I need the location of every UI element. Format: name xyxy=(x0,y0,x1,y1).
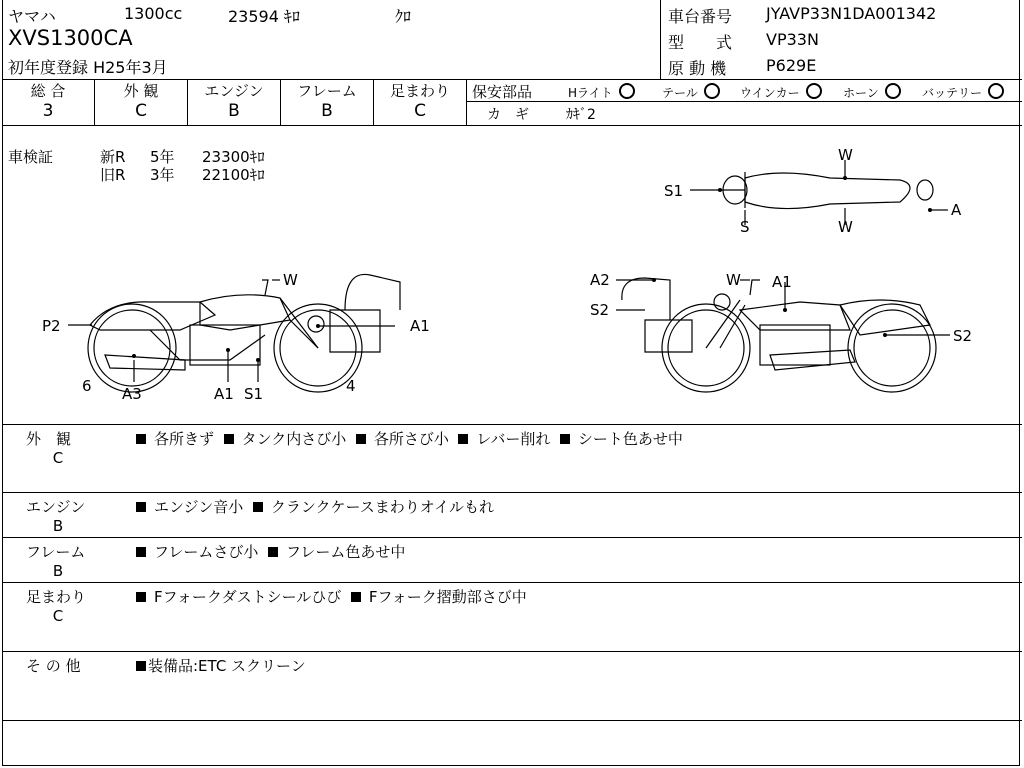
left-side-bike-illustration xyxy=(88,274,400,392)
note-item: レバー削れ xyxy=(476,430,551,448)
model-type: VP33N xyxy=(766,30,819,49)
key-value: ｶｷﾞ2 xyxy=(566,107,596,123)
note-item: シート色あせ中 xyxy=(577,430,683,448)
grade-value-overall: 3 xyxy=(42,101,54,121)
grid-line xyxy=(2,424,1022,425)
diagram-label: 4 xyxy=(346,377,356,395)
first-registration: 初年度登録 H25年3月 xyxy=(8,58,168,77)
bullet-square-icon xyxy=(356,434,366,444)
safety-item-headlight xyxy=(568,83,635,101)
engine-no: P629E xyxy=(766,56,817,75)
grid-line xyxy=(466,101,1022,102)
note-item: Fフォーク摺動部さび中 xyxy=(368,588,527,606)
inspection-km: 23300ｷﾛ xyxy=(202,148,265,166)
ok-circle-icon xyxy=(806,83,822,99)
section-label-engine: エンジン xyxy=(26,498,86,516)
safety-item-horn xyxy=(843,83,901,101)
diagram-label: S xyxy=(740,218,750,236)
grid-line xyxy=(466,79,467,125)
displacement: 1300cc xyxy=(124,4,183,23)
bullet-square-icon xyxy=(136,502,146,512)
bullet-square-icon xyxy=(136,661,146,671)
section-label-other: そ の 他 xyxy=(26,657,81,675)
inspection-type: 新R xyxy=(100,148,126,166)
diagram-label: A1 xyxy=(772,273,792,291)
safety-item-label: ウインカー xyxy=(740,86,800,100)
note-item: 装備品:ETC スクリーン xyxy=(148,657,306,675)
model-name: XVS1300CA xyxy=(8,26,133,50)
mileage: 23594 ｷﾛ xyxy=(228,7,300,26)
section-label-exterior: 外 観 xyxy=(26,430,72,448)
diagram-label: A1 xyxy=(214,385,234,403)
section-notes-frame xyxy=(136,541,405,562)
grid-line xyxy=(2,582,1022,583)
diagram-label: 6 xyxy=(82,377,92,395)
section-notes-engine xyxy=(136,496,494,517)
note-item: タンク内さび小 xyxy=(241,430,347,448)
grid-line xyxy=(2,537,1022,538)
color: ｸﾛ xyxy=(395,7,412,26)
section-grade-frame: B xyxy=(52,562,64,580)
bullet-square-icon xyxy=(560,434,570,444)
frame-no: JYAVP33N1DA001342 xyxy=(766,4,937,23)
section-grade-engine: B xyxy=(52,517,64,535)
ok-circle-icon xyxy=(619,83,635,99)
grade-label-suspension: 足まわり xyxy=(389,82,450,100)
diagram-label: W xyxy=(283,271,298,289)
diagram-label: W xyxy=(838,146,853,164)
diagram-label: A3 xyxy=(122,385,142,403)
diagram-label: S1 xyxy=(664,182,684,200)
header-divider xyxy=(660,0,661,79)
model-type-label: 型 式 xyxy=(668,33,733,52)
diagram-label: W xyxy=(838,218,853,236)
diagram-label: S2 xyxy=(953,327,973,345)
section-grade-exterior: C xyxy=(52,449,64,467)
bullet-square-icon xyxy=(458,434,468,444)
safety-item-label: Hライト xyxy=(568,86,613,100)
section-notes-exterior xyxy=(136,428,683,449)
grid-line xyxy=(2,125,1022,126)
note-item: 各所さび小 xyxy=(373,430,449,448)
grid-line xyxy=(2,492,1022,493)
bullet-square-icon xyxy=(224,434,234,444)
section-grade-suspension: C xyxy=(52,607,64,625)
note-item: 各所きず xyxy=(154,430,215,448)
safety-item-tail xyxy=(662,83,720,101)
safety-item-battery xyxy=(922,83,1004,101)
bullet-square-icon xyxy=(253,502,263,512)
engine-label: 原 動 機 xyxy=(668,59,727,78)
diagram-label: A1 xyxy=(410,317,430,335)
inspection-type: 旧R xyxy=(100,166,126,184)
bullet-square-icon xyxy=(136,434,146,444)
diagram-label: A xyxy=(951,201,962,219)
grade-label-exterior: 外 観 xyxy=(123,82,159,100)
safety-item-label: ホーン xyxy=(843,86,879,100)
section-notes-suspension xyxy=(136,586,527,607)
note-item: クランクケースまわりオイルもれ xyxy=(270,498,495,516)
maker: ヤマハ xyxy=(8,7,56,26)
bullet-square-icon xyxy=(268,547,278,557)
note-item: エンジン音小 xyxy=(154,498,244,516)
note-item: フレーム色あせ中 xyxy=(285,543,406,561)
ok-circle-icon xyxy=(704,83,720,99)
grade-label-frame: フレーム xyxy=(297,82,357,100)
bullet-square-icon xyxy=(351,592,361,602)
frame-no-label: 車台番号 xyxy=(668,7,733,26)
section-notes-other xyxy=(136,655,306,676)
grade-value-engine: B xyxy=(228,101,240,121)
diagram-label: S2 xyxy=(590,301,610,319)
diagram-label: A2 xyxy=(590,271,610,289)
inspection-label: 車検証 xyxy=(8,148,54,166)
grade-value-suspension: C xyxy=(414,101,426,121)
bullet-square-icon xyxy=(136,592,146,602)
bullet-square-icon xyxy=(136,547,146,557)
top-view-bike-illustration xyxy=(720,172,933,209)
ok-circle-icon xyxy=(885,83,901,99)
section-label-suspension: 足まわり xyxy=(26,588,87,606)
note-item: フレームさび小 xyxy=(154,543,259,561)
motorcycle-diagram xyxy=(0,130,1024,420)
safety-item-label: テール xyxy=(662,86,698,100)
diagram-label: W xyxy=(726,271,741,289)
key-label: カ ギ xyxy=(487,107,529,123)
inspection-years: 5年 xyxy=(150,148,175,166)
grid-line xyxy=(2,651,1022,652)
safety-item-label: バッテリー xyxy=(922,86,983,100)
grade-label-engine: エンジン xyxy=(204,82,264,100)
inspection-years: 3年 xyxy=(150,166,175,184)
grade-value-frame: B xyxy=(321,101,333,121)
diagram-label: S1 xyxy=(244,385,264,403)
grade-value-exterior: C xyxy=(135,101,147,121)
note-item: Fフォークダストシールひび xyxy=(154,588,342,606)
section-label-frame: フレーム xyxy=(26,543,86,561)
grade-label-overall: 総 合 xyxy=(30,82,66,100)
safety-parts-label: 保安部品 xyxy=(472,83,533,101)
safety-item-winker xyxy=(740,83,822,101)
diagram-label: P2 xyxy=(42,317,61,335)
inspection-km: 22100ｷﾛ xyxy=(202,166,265,184)
ok-circle-icon xyxy=(988,83,1004,99)
grid-line xyxy=(2,720,1022,721)
